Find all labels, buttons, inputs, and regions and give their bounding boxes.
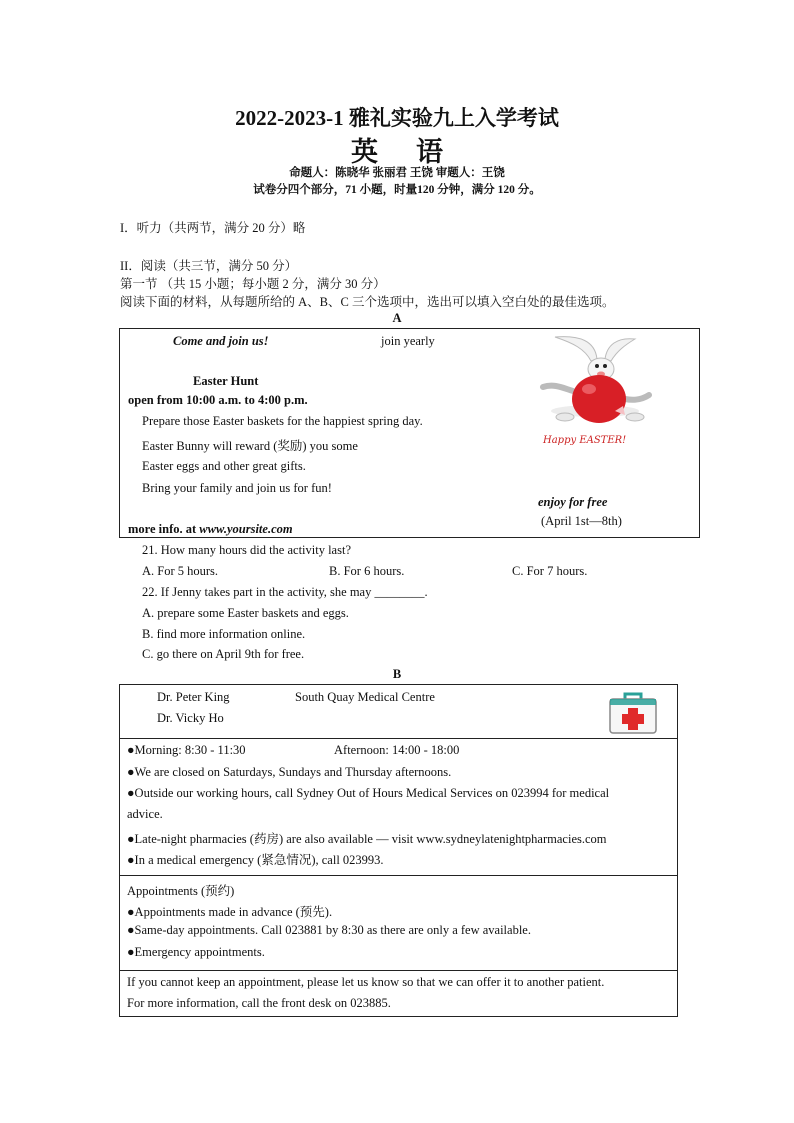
exam-authors: 命题人：陈晓华 张丽君 王饶 审题人：王饶 [289, 167, 505, 179]
kit-lid [610, 699, 656, 705]
happy-easter-text: Happy EASTER! [543, 435, 627, 446]
info-line-5: ●In a medical emergency (紧急情况), call 023993. [127, 853, 384, 867]
passage-a-line-1: Prepare those Easter baskets for the happiest spring day. [142, 414, 423, 428]
event-hours: open from 10:00 a.m. to 4:00 p.m. [128, 393, 308, 407]
question-21-option-a: A. For 5 hours. [142, 564, 219, 578]
section-reading-instructions: 阅读下面的材料，从每题所给的 A、B、C 三个选项中，选出可以填入空白处的最佳选项。 [120, 295, 615, 309]
subject-char-2: 语 [416, 137, 443, 167]
more-info-label: more info. at [128, 522, 200, 536]
info-line-3: advice. [127, 807, 163, 821]
question-21-option-c: C. For 7 hours. [512, 564, 588, 578]
egg-highlight [582, 384, 596, 394]
exam-title: 2022-2023-1 雅礼实验九上入学考试 [235, 106, 559, 130]
hours-morning: ●Morning: 8:30 - 11:30 [127, 743, 246, 757]
passage-a-letter: A [392, 311, 402, 325]
bunny-arm-right [625, 395, 649, 400]
passage-b-box [119, 684, 678, 1017]
hours-afternoon: Afternoon: 14:00 - 18:00 [334, 743, 460, 757]
bunny-eye [595, 364, 599, 368]
first-aid-kit-icon [608, 691, 658, 735]
come-join-text: Come and join us! [173, 334, 269, 348]
join-yearly-text: join yearly [381, 334, 435, 348]
question-21-option-b: B. For 6 hours. [329, 564, 405, 578]
bunny-ear-right [605, 339, 635, 361]
appointment-line-1: ●Appointments made in advance (预先). [127, 905, 333, 919]
cross-horizontal [622, 714, 644, 724]
question-22-option-c: C. go there on April 9th for free. [142, 647, 305, 661]
section-listening: I．听力（共两节，满分 20 分）略 [120, 221, 306, 235]
bunny-eye-2 [603, 364, 607, 368]
more-info-url: www.yoursite.com [199, 522, 293, 536]
info-line-2: ●Outside our working hours, call Sydney Out of Hours Medical Services on 023994 for medical [127, 786, 610, 800]
easter-egg [572, 375, 626, 423]
event-name: Easter Hunt [193, 374, 259, 388]
appointment-line-3: ●Emergency appointments. [127, 945, 265, 959]
easter-bunny-illustration [525, 329, 665, 459]
passage-a-box [119, 328, 700, 538]
passage-a-line-4: Bring your family and join us for fun! [142, 481, 332, 495]
passage-a-line-2: Easter Bunny will reward (奖励) you some [142, 439, 358, 453]
divider-1 [120, 738, 677, 739]
subject-char-1: 英 [351, 137, 378, 167]
doctor-peter-king: Dr. Peter King [157, 690, 230, 704]
appointments-title: Appointments (预约) [127, 884, 235, 898]
bunny-foot-left [556, 413, 574, 421]
appointment-line-2: ●Same-day appointments. Call 023881 by 8:30 as there are only a few available. [127, 923, 531, 937]
question-21: 21. How many hours did the activity last? [142, 543, 351, 557]
bunny-ear-left [555, 337, 597, 361]
passage-a-line-3: Easter eggs and other great gifts. [142, 459, 306, 473]
divider-3 [120, 970, 677, 971]
enjoy-free-text: enjoy for free [538, 495, 608, 509]
footer-line-1: If you cannot keep an appointment, please let us know so that we can offer it to another patient. [127, 975, 605, 989]
footer-line-2: For more information, call the front desk on 023885. [127, 996, 391, 1010]
question-22-option-a: A. prepare some Easter baskets and eggs. [142, 606, 349, 620]
section-reading-part1: 第一节 （共 15 小题；每小题 2 分，满分 30 分） [120, 277, 386, 291]
medical-centre-name: South Quay Medical Centre [295, 690, 435, 704]
divider-2 [120, 875, 677, 876]
section-reading-heading: II．阅读（共三节，满分 50 分） [120, 259, 298, 273]
doctor-vicky-ho: Dr. Vicky Ho [157, 711, 224, 725]
bunny-arm-left [543, 386, 573, 391]
question-22: 22. If Jenny takes part in the activity, she may ________. [142, 585, 428, 599]
info-line-4: ●Late-night pharmacies (药房) are also available — visit www.sydneylatenightpharmacies.com [127, 832, 607, 846]
info-line-1: ●We are closed on Saturdays, Sundays and Thursday afternoons. [127, 765, 452, 779]
passage-b-letter: B [392, 667, 402, 681]
more-info [128, 522, 293, 537]
event-dates: (April 1st—8th) [541, 514, 622, 528]
bunny-foot-right [626, 413, 644, 421]
exam-info: 试卷分四个部分，71 小题，时量120 分钟，满分 120 分。 [253, 184, 541, 196]
question-22-option-b: B. find more information online. [142, 627, 306, 641]
